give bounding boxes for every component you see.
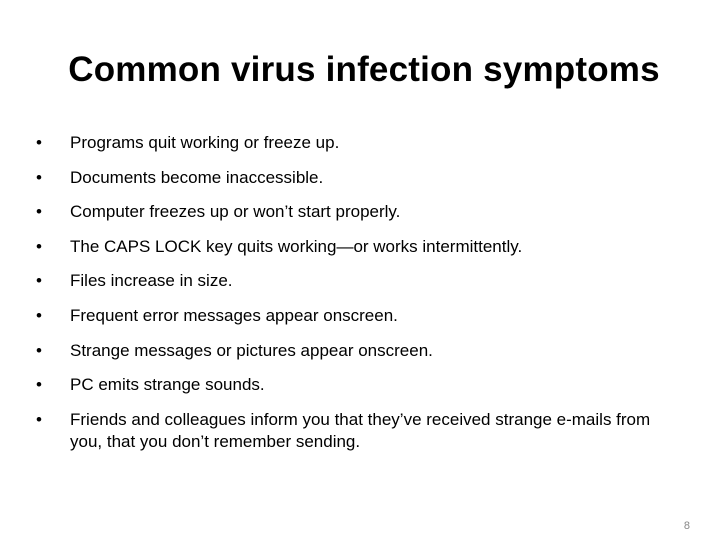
bullet-text: PC emits strange sounds. [70,375,265,395]
page-number: 8 [683,520,690,532]
bullet-item [36,132,686,154]
bullet-text: Files increase in size. [70,271,233,291]
bullet-item [36,167,686,189]
bullet-marker: • [36,202,42,222]
bullet-item [36,305,686,327]
bullet-marker: • [36,271,42,291]
bullet-item [36,409,686,453]
bullet-text: Computer freezes up or won’t start properly. [70,202,401,222]
bullet-text: Programs quit working or freeze up. [70,133,340,152]
bullet-marker: • [36,409,42,429]
bullet-item [36,236,686,258]
bullet-list [36,132,686,465]
bullet-text: Strange messages or pictures appear onscreen. [70,340,433,360]
bullet-marker: • [36,340,42,360]
bullet-item [36,201,686,223]
bullet-item [36,374,686,396]
bullet-item [36,340,686,362]
bullet-text: Documents become inaccessible. [70,167,324,187]
bullet-marker: • [36,167,42,187]
bullet-marker: • [36,305,42,325]
bullet-marker: • [36,236,42,256]
bullet-text: The CAPS LOCK key quits working—or works intermittently. [70,236,523,256]
bullet-marker: • [36,375,42,395]
bullet-text: Friends and colleagues inform you that they’ve received strange e-mails from you, that you don’t remember sending. [70,409,651,451]
bullet-marker: • [36,133,42,152]
bullet-text: Frequent error messages appear onscreen. [70,305,398,325]
slide-title: Common virus infection symptoms [68,50,660,89]
bullet-item [36,270,686,292]
